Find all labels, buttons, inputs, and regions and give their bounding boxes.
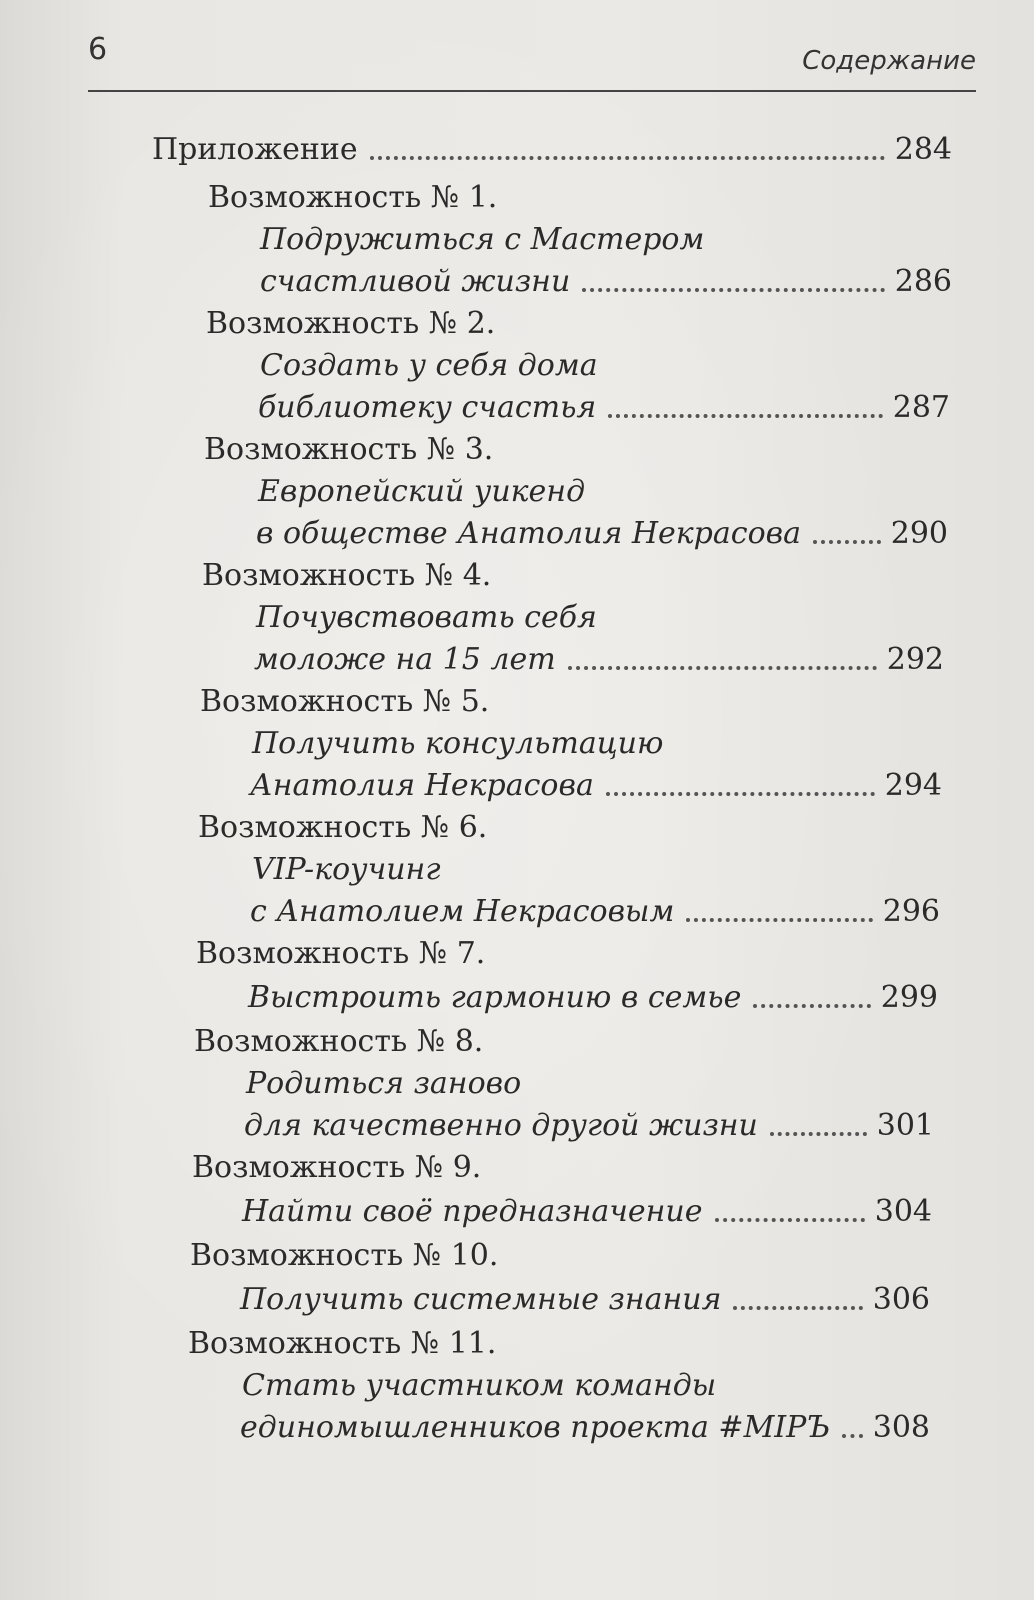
dot-leader	[753, 1004, 870, 1008]
toc-appendix-title: Приложение	[152, 132, 358, 167]
toc-entry-line: единомышленников проекта #МІРЪ	[240, 1410, 831, 1445]
header-rule	[88, 90, 976, 92]
toc-entry-final-line[interactable]	[244, 1102, 934, 1146]
toc-page-number: 306	[872, 1282, 930, 1317]
dot-leader	[582, 288, 884, 292]
dot-leader	[606, 792, 875, 796]
toc-entry-label: Возможность № 1.	[208, 180, 498, 215]
dot-leader	[568, 666, 877, 670]
toc-entry-line: счастливой жизни	[260, 264, 571, 299]
dot-leader	[608, 414, 882, 418]
toc-entry-label: Возможность № 10.	[190, 1238, 499, 1273]
dot-leader	[715, 1218, 865, 1222]
toc-entry-line: библиотеку счастья	[258, 390, 597, 425]
toc-entry-final-line[interactable]	[250, 762, 942, 806]
dot-leader	[842, 1434, 863, 1438]
toc-entry-label: Возможность № 8.	[194, 1024, 484, 1059]
toc-entry-line: VIP-коучинг	[252, 852, 441, 887]
toc-page-number: 308	[872, 1410, 930, 1445]
toc-page-number: 301	[876, 1108, 934, 1143]
dot-leader	[770, 1132, 867, 1136]
toc-entry-line: Стать участником команды	[242, 1368, 717, 1403]
toc-page-number: 284	[894, 132, 952, 167]
toc-page-number: 292	[886, 642, 944, 677]
toc-entry-line: Найти своё предназначение	[242, 1194, 703, 1229]
dot-leader	[686, 918, 872, 922]
toc-entry-label: Возможность № 7.	[196, 936, 486, 971]
toc-entry-label: Возможность № 6.	[198, 810, 488, 845]
toc-entry-line: в обществе Анатолия Некрасова	[256, 516, 801, 551]
toc-entry-final-line[interactable]	[254, 636, 944, 680]
toc-page-number: 296	[882, 894, 940, 929]
toc-entry-line: Получить системные знания	[240, 1282, 722, 1317]
toc-entry-final-line[interactable]	[260, 258, 952, 302]
toc-entry-final-line[interactable]	[258, 384, 950, 428]
toc-page-number: 304	[874, 1194, 932, 1229]
toc-page-number: 290	[890, 516, 948, 551]
toc-entry-label: Возможность № 5.	[200, 684, 490, 719]
toc-entry-line: моложе на 15 лет	[254, 642, 556, 677]
dot-leader	[813, 540, 881, 544]
dot-leader	[733, 1306, 862, 1310]
toc-entry-line: с Анатолием Некрасовым	[250, 894, 675, 929]
toc-entry-final-line[interactable]	[242, 1188, 932, 1232]
toc-entry-label: Возможность № 11.	[188, 1326, 497, 1361]
toc-entry-label: Возможность № 9.	[192, 1150, 482, 1185]
toc-appendix-line[interactable]	[152, 126, 952, 170]
page-header	[88, 28, 976, 92]
toc-entry-line: Родиться заново	[246, 1066, 522, 1101]
toc-entry-line: Подружиться с Мастером	[260, 222, 705, 257]
toc-entry-label: Возможность № 2.	[206, 306, 496, 341]
toc-entry-label: Возможность № 4.	[202, 558, 492, 593]
toc-entry-line: Получить консультацию	[252, 726, 664, 761]
running-title: Содержание	[802, 46, 976, 76]
toc-entry-final-line[interactable]	[240, 1276, 930, 1320]
toc-entry-line: Создать у себя дома	[260, 348, 598, 383]
toc-entry-line: Почувствовать себя	[256, 600, 597, 635]
toc-entry-final-line[interactable]	[240, 1404, 930, 1448]
toc-page-number: 287	[892, 390, 950, 425]
toc-page-number: 294	[884, 768, 942, 803]
toc-entry-final-line[interactable]	[256, 510, 948, 554]
page-number: 6	[88, 32, 108, 67]
dot-leader	[370, 156, 885, 160]
toc-entry-final-line[interactable]	[248, 974, 938, 1018]
toc-entry-final-line[interactable]	[250, 888, 940, 932]
toc-entry-line: Европейский уикенд	[258, 474, 586, 509]
toc-page-number: 286	[894, 264, 952, 299]
toc-entry-line: Выстроить гармонию в семье	[248, 980, 742, 1015]
toc-entry-line: для качественно другой жизни	[244, 1108, 758, 1143]
toc-page-number: 299	[880, 980, 938, 1015]
toc-entry-label: Возможность № 3.	[204, 432, 494, 467]
toc-entry-line: Анатолия Некрасова	[250, 768, 594, 803]
